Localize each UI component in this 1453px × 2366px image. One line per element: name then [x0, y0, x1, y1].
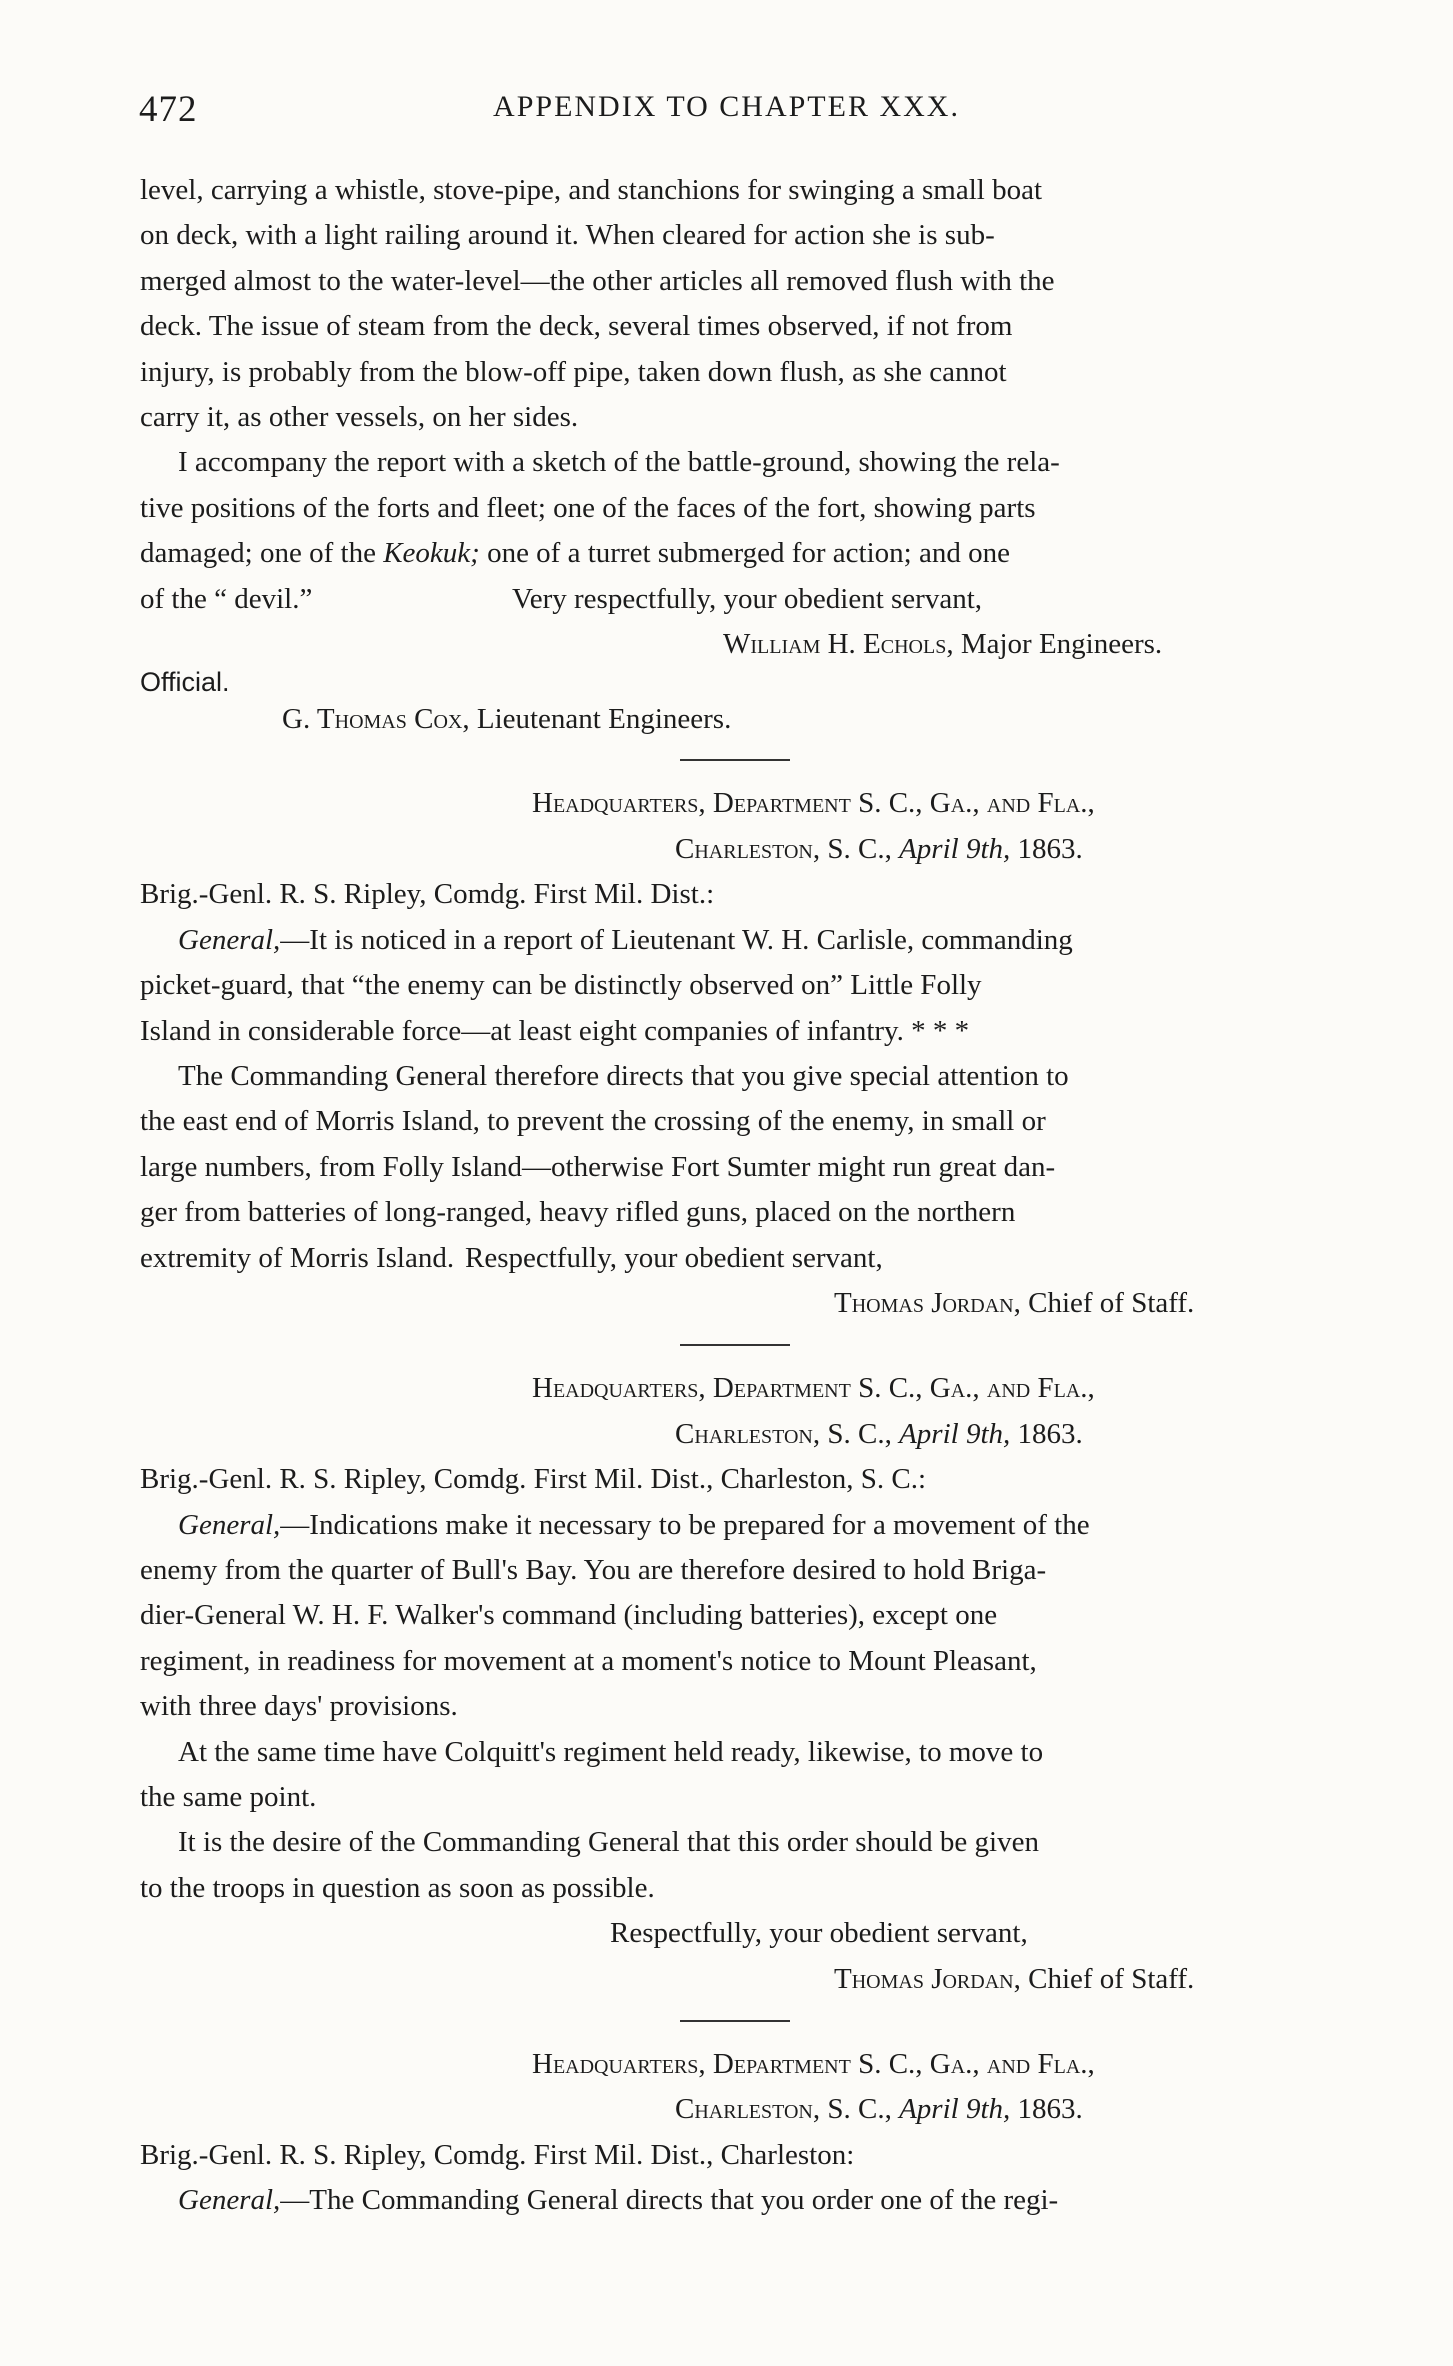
- text-line: carry it, as other vessels, on her sides.: [140, 401, 579, 434]
- closing-phrase: Respectfully, your obedient servant,: [465, 1241, 883, 1274]
- letter-heading: Headquarters, Department S. C., Ga., and Fla.,: [532, 2048, 1095, 2081]
- place: Charleston, S. C.,: [675, 1417, 900, 1450]
- year: 1863.: [1010, 832, 1083, 865]
- letter-date: [140, 827, 1374, 872]
- signature: [140, 1957, 1374, 2002]
- signature-name: William H. Echols,: [723, 628, 954, 661]
- text-span: of the “ devil.”: [140, 582, 313, 615]
- closing-phrase: Respectfully, your obedient servant,: [610, 1917, 1028, 1950]
- text-line: picket-guard, that “the enemy can be distinctly observed on” Little Folly: [140, 969, 982, 1002]
- text-line: the same point.: [140, 1781, 317, 1813]
- page-body: [140, 168, 1374, 2224]
- official-signature: [140, 697, 1374, 741]
- letter-date: [140, 1412, 1374, 1457]
- text-line: tive positions of the forts and fleet; one of the faces of the fort, showing parts: [140, 491, 1036, 524]
- text-line: with three days' provisions.: [140, 1690, 458, 1723]
- official-label: Official.: [140, 667, 230, 698]
- text-line: deck. The issue of steam from the deck, several times observed, if not from: [140, 310, 1013, 343]
- date: April 9th,: [899, 2093, 1011, 2126]
- addressee-text: Brig.-Genl. R. S. Ripley, Comdg. First Mil. Dist.:: [140, 878, 715, 911]
- page-number: 472: [139, 89, 198, 130]
- text-line: [140, 1236, 1374, 1281]
- closing-phrase: Very respectfully, your obedient servant,: [512, 582, 983, 615]
- text-line: ger from batteries of long-ranged, heavy rifled guns, placed on the northern: [140, 1196, 1016, 1229]
- text-span: —The Commanding General directs that you order one of the regi-: [280, 2184, 1059, 2217]
- text-line: [140, 1503, 1374, 1548]
- ship-name: Keokuk;: [383, 537, 480, 570]
- date: April 9th,: [899, 1417, 1011, 1450]
- text-line: injury, is probably from the blow-off pipe, taken down flush, as she cannot: [140, 355, 1007, 388]
- section-divider: [680, 759, 790, 761]
- text-span: damaged; one of the: [140, 537, 384, 570]
- letter-heading: Headquarters, Department S. C., Ga., and Fla.,: [532, 787, 1095, 820]
- text-line: dier-General W. H. F. Walker's command (including batteries), except one: [140, 1599, 998, 1632]
- salutation: General,: [178, 1508, 281, 1541]
- section-divider: [680, 2020, 790, 2022]
- text-line: I accompany the report with a sketch of the battle-ground, showing the rela-: [178, 446, 1060, 479]
- text-line: Island in considerable force—at least eight companies of infantry. * * *: [140, 1014, 970, 1047]
- year: 1863.: [1010, 1417, 1083, 1450]
- text-line: regiment, in readiness for movement at a moment's notice to Mount Pleasant,: [140, 1644, 1037, 1677]
- year: 1863.: [1010, 2093, 1083, 2126]
- text-line: The Commanding General therefore directs that you give special attention to: [178, 1059, 1069, 1092]
- section-divider: [680, 1344, 790, 1346]
- letter-date: [140, 2087, 1374, 2132]
- text-line: [140, 531, 1374, 576]
- signature: [140, 622, 1374, 667]
- official-name: G. Thomas Cox,: [282, 703, 470, 736]
- signer-name: Thomas Jordan,: [834, 1286, 1021, 1319]
- signer-name: Thomas Jordan,: [834, 1962, 1021, 1995]
- letter-3: [140, 2042, 1374, 2224]
- signer-title: Chief of Staff.: [1020, 1286, 1195, 1319]
- signature: [140, 1281, 1374, 1326]
- text-line: to the troops in question as soon as possible.: [140, 1871, 655, 1904]
- text-line: merged almost to the water-level—the other articles all removed flush with the: [140, 264, 1055, 297]
- text-span: —Indications make it necessary to be prepared for a movement of the: [280, 1508, 1090, 1541]
- text-span: one of a turret submerged for action; and one: [479, 537, 1010, 570]
- text-line: It is the desire of the Commanding General that this order should be given: [178, 1826, 1039, 1859]
- signature-title: Major Engineers.: [953, 628, 1163, 661]
- date: April 9th,: [899, 832, 1011, 865]
- letter-1: [140, 781, 1374, 1326]
- text-line: on deck, with a light railing around it. When cleared for action she is sub-: [140, 219, 995, 252]
- text-line: large numbers, from Folly Island—otherwise Fort Sumter might run great dan-: [140, 1150, 1056, 1183]
- text-line: [140, 577, 1374, 622]
- text-line: the east end of Morris Island, to prevent the crossing of the enemy, in small or: [140, 1105, 1046, 1138]
- official-title: Lieutenant Engineers.: [469, 703, 732, 736]
- place: Charleston, S. C.,: [675, 2093, 900, 2126]
- salutation: General,: [178, 923, 281, 956]
- salutation: General,: [178, 2184, 281, 2217]
- place: Charleston, S. C.,: [675, 832, 900, 865]
- page-header: [0, 88, 1453, 138]
- text-span: —It is noticed in a report of Lieutenant W. H. Carlisle, commanding: [280, 923, 1073, 956]
- text-line: [140, 2178, 1374, 2223]
- letter-heading: Headquarters, Department S. C., Ga., and Fla.,: [532, 1372, 1095, 1405]
- text-line: enemy from the quarter of Bull's Bay. You are therefore desired to hold Briga-: [140, 1553, 1047, 1586]
- addressee: [140, 872, 1374, 917]
- report-continuation: [140, 168, 1374, 741]
- text-line: At the same time have Colquitt's regiment held ready, likewise, to move to: [178, 1735, 1044, 1768]
- running-title: APPENDIX TO CHAPTER XXX.: [493, 90, 960, 123]
- addressee: Brig.-Genl. R. S. Ripley, Comdg. First Mil. Dist., Charleston:: [140, 2138, 855, 2171]
- text-line: [140, 918, 1374, 963]
- signer-title: Chief of Staff.: [1020, 1962, 1195, 1995]
- text-span: extremity of Morris Island.: [140, 1241, 455, 1274]
- text-line: level, carrying a whistle, stove-pipe, and stanchions for swinging a small boat: [140, 174, 1043, 206]
- letter-2: [140, 1366, 1374, 2002]
- addressee: Brig.-Genl. R. S. Ripley, Comdg. First Mil. Dist., Charleston, S. C.:: [140, 1463, 927, 1496]
